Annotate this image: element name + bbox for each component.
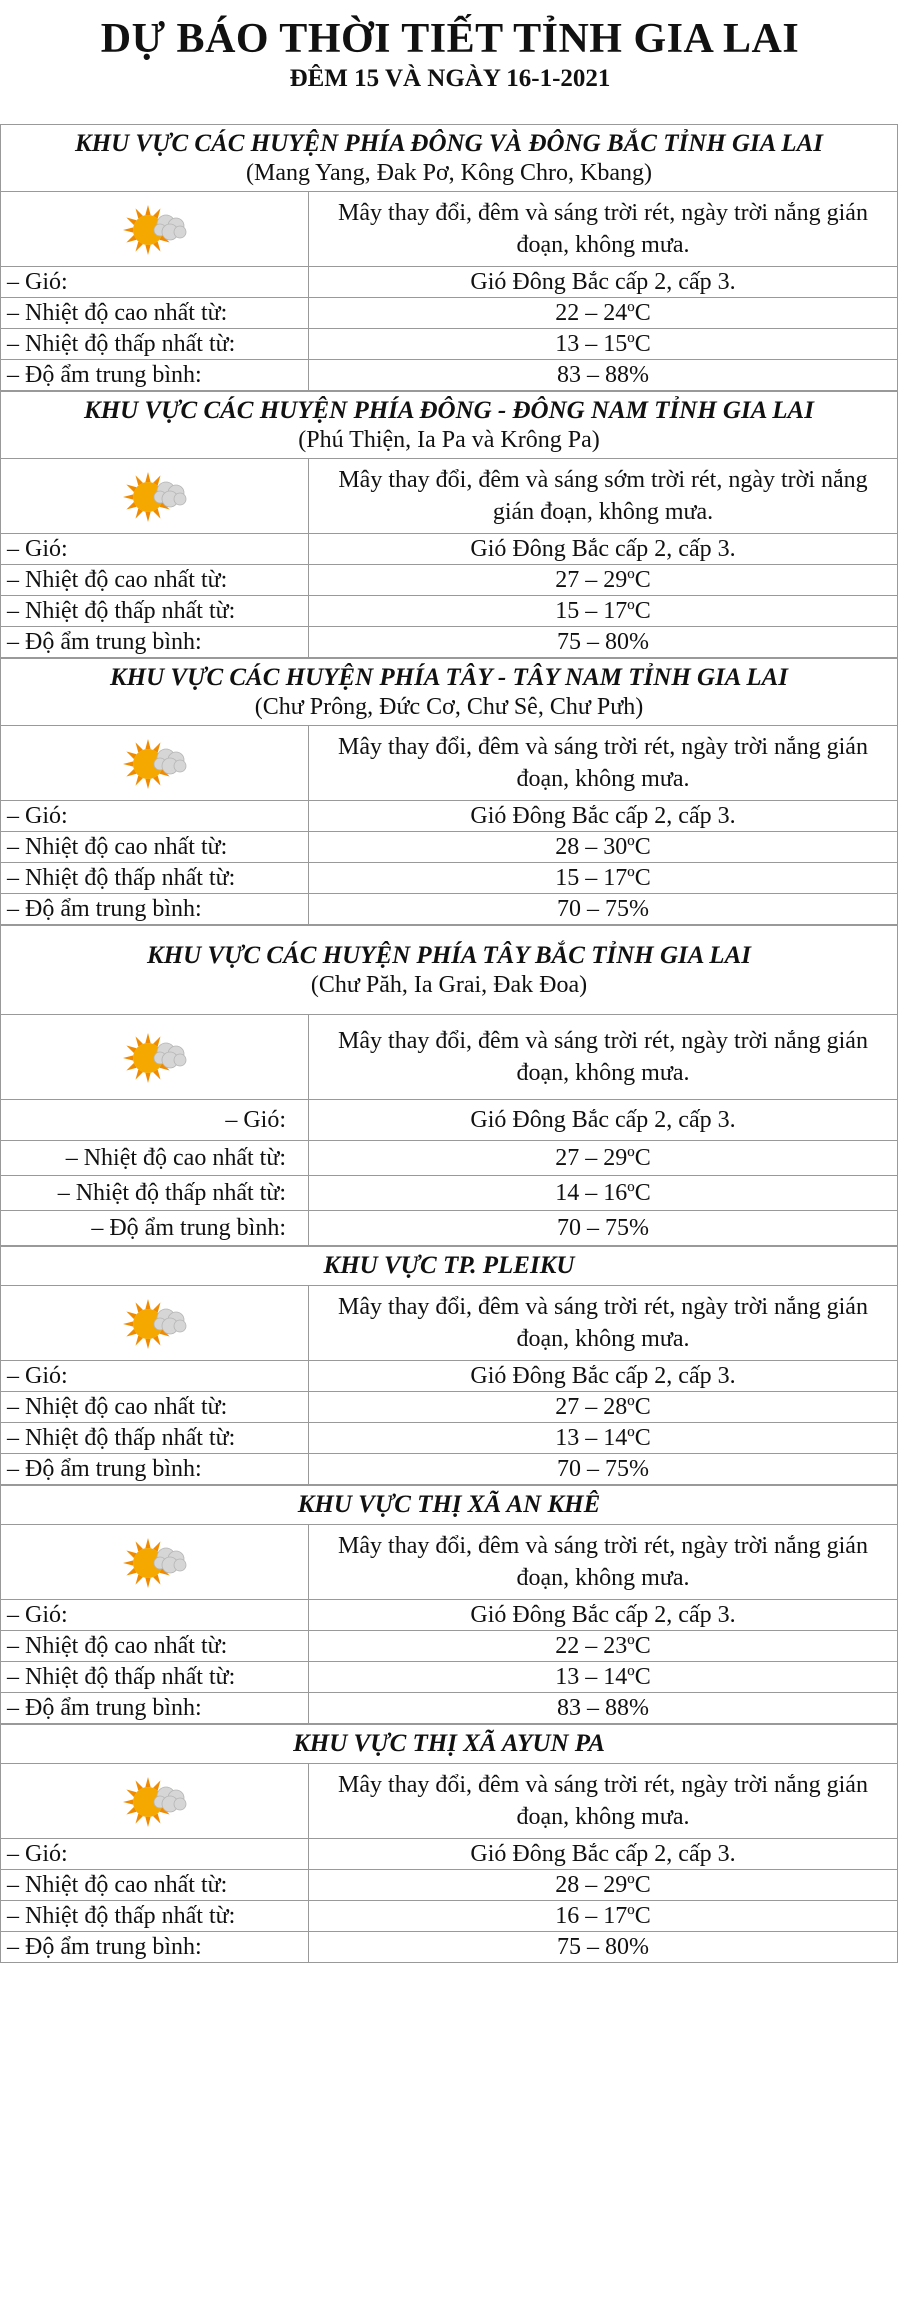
weather-description: Mây thay đổi, đêm và sáng sớm trời rét, ngày trời nắng gián đoạn, không mưa.: [338, 467, 868, 525]
forecast-section: [0, 658, 898, 925]
wind-label: – Gió:: [1, 801, 309, 831]
wind-row: [1, 1600, 897, 1631]
description-row: [1, 1015, 897, 1100]
humidity-value: 70 – 75%: [557, 895, 649, 922]
min-temperature-row: [1, 1176, 897, 1211]
tmin-label: – Nhiệt độ thấp nhất từ:: [1, 1423, 309, 1453]
tmin-value: 16 – 17ºC: [555, 1902, 651, 1929]
section-header: [1, 1485, 897, 1525]
sun-behind-cloud-icon: [1, 1525, 309, 1599]
weather-description: Mây thay đổi, đêm và sáng trời rét, ngày trời nắng gián đoạn, không mưa.: [338, 1028, 868, 1086]
humidity-row: [1, 1932, 897, 1963]
tmax-label: – Nhiệt độ cao nhất từ:: [1, 298, 309, 328]
max-temperature-row: [1, 1392, 897, 1423]
description-row: [1, 192, 897, 267]
humidity-label: – Độ ẩm trung bình:: [1, 627, 309, 657]
weather-description: Mây thay đổi, đêm và sáng trời rét, ngày trời nắng gián đoạn, không mưa.: [338, 1294, 868, 1352]
humidity-label: – Độ ẩm trung bình:: [1, 1693, 309, 1723]
tmin-label: – Nhiệt độ thấp nhất từ:: [1, 1662, 309, 1692]
tmin-value: 13 – 14ºC: [555, 1663, 651, 1690]
min-temperature-row: [1, 1901, 897, 1932]
section-header: [1, 1246, 897, 1286]
max-temperature-row: [1, 832, 897, 863]
humidity-row: [1, 627, 897, 658]
wind-label: – Gió:: [1, 1100, 309, 1140]
weather-description: Mây thay đổi, đêm và sáng trời rét, ngày trời nắng gián đoạn, không mưa.: [338, 1772, 868, 1830]
page-subtitle: ĐÊM 15 VÀ NGÀY 16-1-2021: [289, 65, 611, 92]
tmax-value: 27 – 28ºC: [555, 1393, 651, 1420]
section-header: [1, 124, 897, 192]
forecast-section: [0, 1724, 898, 1963]
description-row: [1, 1525, 897, 1600]
min-temperature-row: [1, 1662, 897, 1693]
wind-value: Gió Đông Bắc cấp 2, cấp 3.: [470, 1362, 736, 1389]
description-row: [1, 726, 897, 801]
weather-description: Mây thay đổi, đêm và sáng trời rét, ngày trời nắng gián đoạn, không mưa.: [338, 200, 868, 258]
weather-description: Mây thay đổi, đêm và sáng trời rét, ngày trời nắng gián đoạn, không mưa.: [338, 1533, 868, 1591]
humidity-label: – Độ ẩm trung bình:: [1, 894, 309, 924]
sun-behind-cloud-icon: [1, 1015, 309, 1099]
section-title: KHU VỰC TP. PLEIKU: [323, 1252, 575, 1279]
tmin-label: – Nhiệt độ thấp nhất từ:: [1, 1901, 309, 1931]
section-districts: (Mang Yang, Đak Pơ, Kông Chro, Kbang): [245, 160, 652, 186]
tmin-value: 14 – 16ºC: [555, 1179, 651, 1206]
wind-row: [1, 534, 897, 565]
humidity-value: 83 – 88%: [557, 1694, 649, 1721]
max-temperature-row: [1, 298, 897, 329]
wind-label: – Gió:: [1, 1600, 309, 1630]
section-title: KHU VỰC CÁC HUYỆN PHÍA ĐÔNG VÀ ĐÔNG BẮC TỈNH GIA LAI: [75, 130, 823, 157]
forecast-section: [0, 391, 898, 658]
page-title: DỰ BÁO THỜI TIẾT TỈNH GIA LAI: [100, 16, 800, 62]
section-header: [1, 658, 897, 726]
tmax-value: 22 – 23ºC: [555, 1632, 651, 1659]
min-temperature-row: [1, 329, 897, 360]
humidity-label: – Độ ẩm trung bình:: [1, 1932, 309, 1962]
tmax-label: – Nhiệt độ cao nhất từ:: [1, 1870, 309, 1900]
description-row: [1, 1764, 897, 1839]
min-temperature-row: [1, 1423, 897, 1454]
wind-value: Gió Đông Bắc cấp 2, cấp 3.: [470, 535, 736, 562]
max-temperature-row: [1, 1141, 897, 1176]
wind-row: [1, 1361, 897, 1392]
tmax-label: – Nhiệt độ cao nhất từ:: [1, 1141, 309, 1175]
sun-behind-cloud-icon: [1, 192, 309, 266]
section-title: KHU VỰC CÁC HUYỆN PHÍA TÂY - TÂY NAM TỈNH GIA LAI: [109, 664, 789, 691]
tmax-value: 28 – 30ºC: [555, 833, 651, 860]
wind-row: [1, 267, 897, 298]
min-temperature-row: [1, 863, 897, 894]
humidity-label: – Độ ẩm trung bình:: [1, 1211, 309, 1245]
tmin-label: – Nhiệt độ thấp nhất từ:: [1, 596, 309, 626]
humidity-value: 70 – 75%: [557, 1455, 649, 1482]
humidity-value: 75 – 80%: [557, 1933, 649, 1960]
section-title: KHU VỰC THỊ XÃ AYUN PA: [293, 1730, 605, 1757]
wind-row: [1, 1100, 897, 1141]
tmin-value: 13 – 15ºC: [555, 330, 651, 357]
wind-value: Gió Đông Bắc cấp 2, cấp 3.: [470, 1601, 736, 1628]
min-temperature-row: [1, 596, 897, 627]
section-districts: (Chư Păh, Ia Grai, Đak Đoa): [310, 972, 588, 998]
sun-behind-cloud-icon: [1, 459, 309, 533]
humidity-value: 70 – 75%: [557, 1214, 649, 1241]
wind-value: Gió Đông Bắc cấp 2, cấp 3.: [470, 1106, 736, 1133]
wind-row: [1, 801, 897, 832]
wind-value: Gió Đông Bắc cấp 2, cấp 3.: [470, 802, 736, 829]
sun-behind-cloud-icon: [1, 1764, 309, 1838]
tmin-label: – Nhiệt độ thấp nhất từ:: [1, 863, 309, 893]
max-temperature-row: [1, 565, 897, 596]
description-row: [1, 459, 897, 534]
tmax-label: – Nhiệt độ cao nhất từ:: [1, 1392, 309, 1422]
forecast-section: [0, 1246, 898, 1485]
wind-value: Gió Đông Bắc cấp 2, cấp 3.: [470, 268, 736, 295]
humidity-row: [1, 894, 897, 925]
weather-description: Mây thay đổi, đêm và sáng trời rét, ngày trời nắng gián đoạn, không mưa.: [338, 734, 868, 792]
humidity-label: – Độ ẩm trung bình:: [1, 1454, 309, 1484]
tmin-label: – Nhiệt độ thấp nhất từ:: [1, 1176, 309, 1210]
tmax-value: 27 – 29ºC: [555, 566, 651, 593]
max-temperature-row: [1, 1631, 897, 1662]
tmin-value: 15 – 17ºC: [555, 597, 651, 624]
page-header: [0, 0, 900, 94]
forecast-sections: [0, 124, 898, 1963]
wind-label: – Gió:: [1, 534, 309, 564]
tmax-label: – Nhiệt độ cao nhất từ:: [1, 832, 309, 862]
wind-label: – Gió:: [1, 1839, 309, 1869]
section-header: [1, 925, 897, 1015]
tmax-label: – Nhiệt độ cao nhất từ:: [1, 565, 309, 595]
humidity-label: – Độ ẩm trung bình:: [1, 360, 309, 390]
wind-label: – Gió:: [1, 267, 309, 297]
forecast-section: [0, 124, 898, 391]
section-title: KHU VỰC CÁC HUYỆN PHÍA TÂY BẮC TỈNH GIA LAI: [147, 942, 751, 969]
wind-label: – Gió:: [1, 1361, 309, 1391]
humidity-row: [1, 1454, 897, 1485]
humidity-value: 83 – 88%: [557, 361, 649, 388]
humidity-value: 75 – 80%: [557, 628, 649, 655]
tmax-value: 28 – 29ºC: [555, 1871, 651, 1898]
section-districts: (Phú Thiện, Ia Pa và Krông Pa): [298, 427, 600, 453]
tmax-label: – Nhiệt độ cao nhất từ:: [1, 1631, 309, 1661]
section-title: KHU VỰC CÁC HUYỆN PHÍA ĐÔNG - ĐÔNG NAM TỈNH GIA LAI: [84, 397, 814, 424]
section-districts: (Chư Prông, Đức Cơ, Chư Sê, Chư Pưh): [254, 694, 644, 720]
section-title: KHU VỰC THỊ XÃ AN KHÊ: [297, 1491, 601, 1518]
max-temperature-row: [1, 1870, 897, 1901]
humidity-row: [1, 1211, 897, 1246]
sun-behind-cloud-icon: [1, 1286, 309, 1360]
section-header: [1, 1724, 897, 1764]
tmin-value: 13 – 14ºC: [555, 1424, 651, 1451]
humidity-row: [1, 1693, 897, 1724]
section-header: [1, 391, 897, 459]
forecast-section: [0, 925, 898, 1246]
tmax-value: 22 – 24ºC: [555, 299, 651, 326]
wind-value: Gió Đông Bắc cấp 2, cấp 3.: [470, 1840, 736, 1867]
tmax-value: 27 – 29ºC: [555, 1144, 651, 1171]
tmin-value: 15 – 17ºC: [555, 864, 651, 891]
description-row: [1, 1286, 897, 1361]
forecast-section: [0, 1485, 898, 1724]
sun-behind-cloud-icon: [1, 726, 309, 800]
wind-row: [1, 1839, 897, 1870]
tmin-label: – Nhiệt độ thấp nhất từ:: [1, 329, 309, 359]
humidity-row: [1, 360, 897, 391]
